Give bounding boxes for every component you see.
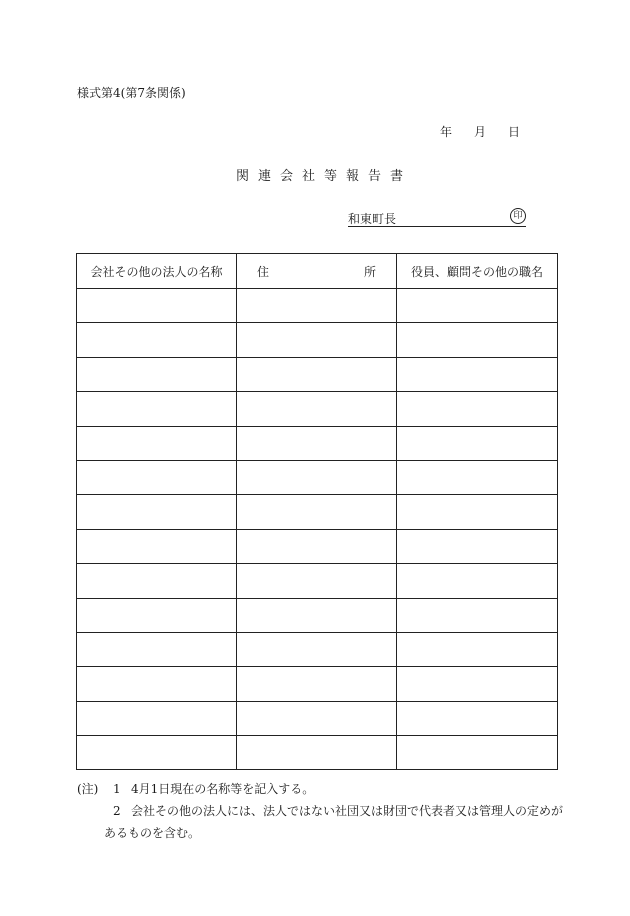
position-cell[interactable]: [397, 495, 558, 529]
company-name-cell[interactable]: [77, 564, 237, 598]
table-row: [77, 392, 558, 426]
address-cell[interactable]: [237, 357, 397, 391]
addressee-name: 和東町長: [348, 212, 397, 226]
company-name-cell[interactable]: [77, 323, 237, 357]
year-label: 年: [440, 125, 453, 139]
table-row: [77, 357, 558, 391]
company-name-cell[interactable]: [77, 529, 237, 563]
position-cell[interactable]: [397, 426, 558, 460]
address-cell[interactable]: [237, 495, 397, 529]
note-number: 1: [113, 782, 121, 796]
position-cell[interactable]: [397, 667, 558, 701]
address-cell[interactable]: [237, 529, 397, 563]
address-cell[interactable]: [237, 323, 397, 357]
position-cell[interactable]: [397, 736, 558, 770]
address-cell[interactable]: [237, 667, 397, 701]
address-cell[interactable]: [237, 701, 397, 735]
table-row: [77, 564, 558, 598]
note-text: 4月1日現在の名称等を記入する。: [131, 782, 315, 796]
header-address-left: 住: [257, 264, 270, 279]
table-row: [77, 736, 558, 770]
header-position: 役員、顧問その他の職名: [397, 254, 558, 289]
table-row: [77, 460, 558, 494]
table-header-row: [77, 254, 558, 289]
note-continuation: あるものを含む。: [104, 826, 201, 840]
company-name-cell[interactable]: [77, 632, 237, 666]
address-cell[interactable]: [237, 564, 397, 598]
company-name-cell[interactable]: [77, 289, 237, 323]
day-label: 日: [508, 125, 521, 139]
form-number: 様式第4(第7条関係): [77, 86, 186, 100]
address-cell[interactable]: [237, 392, 397, 426]
company-name-cell[interactable]: [77, 392, 237, 426]
table-row: [77, 426, 558, 460]
month-label: 月: [474, 125, 487, 139]
position-cell[interactable]: [397, 701, 558, 735]
table-row: [77, 289, 558, 323]
note-item: [77, 778, 563, 800]
position-cell[interactable]: [397, 529, 558, 563]
note-item: [77, 800, 563, 822]
notes-label: (注): [77, 782, 99, 796]
table-row: [77, 598, 558, 632]
address-cell[interactable]: [237, 632, 397, 666]
related-company-table: [76, 253, 558, 770]
table-row: [77, 701, 558, 735]
page-title: 関連会社等報告書: [236, 169, 413, 184]
company-name-cell[interactable]: [77, 736, 237, 770]
header-address: [237, 254, 397, 289]
company-name-cell[interactable]: [77, 667, 237, 701]
date-line: [440, 123, 520, 140]
position-cell[interactable]: [397, 632, 558, 666]
company-name-cell[interactable]: [77, 357, 237, 391]
table-row: [77, 323, 558, 357]
table-body: [77, 289, 558, 770]
header-address-right: 所: [363, 264, 376, 279]
table-row: [77, 529, 558, 563]
address-cell[interactable]: [237, 460, 397, 494]
seal-mark: 印: [510, 208, 526, 224]
address-cell[interactable]: [237, 736, 397, 770]
company-name-cell[interactable]: [77, 598, 237, 632]
table-row: [77, 495, 558, 529]
address-cell[interactable]: [237, 426, 397, 460]
table-row: [77, 632, 558, 666]
note-number: 2: [113, 804, 121, 818]
notes-section: [77, 778, 563, 844]
address-cell[interactable]: [237, 289, 397, 323]
address-cell[interactable]: [237, 598, 397, 632]
company-name-cell[interactable]: [77, 701, 237, 735]
position-cell[interactable]: [397, 323, 558, 357]
position-cell[interactable]: [397, 460, 558, 494]
position-cell[interactable]: [397, 392, 558, 426]
company-name-cell[interactable]: [77, 495, 237, 529]
header-company-name: 会社その他の法人の名称: [77, 254, 237, 289]
position-cell[interactable]: [397, 564, 558, 598]
note-text: 会社その他の法人には、法人ではない社団又は財団で代表者又は管理人の定めが: [131, 804, 564, 818]
company-name-cell[interactable]: [77, 426, 237, 460]
position-cell[interactable]: [397, 289, 558, 323]
company-name-cell[interactable]: [77, 460, 237, 494]
table-row: [77, 667, 558, 701]
position-cell[interactable]: [397, 598, 558, 632]
addressee-line: [348, 208, 526, 227]
position-cell[interactable]: [397, 357, 558, 391]
